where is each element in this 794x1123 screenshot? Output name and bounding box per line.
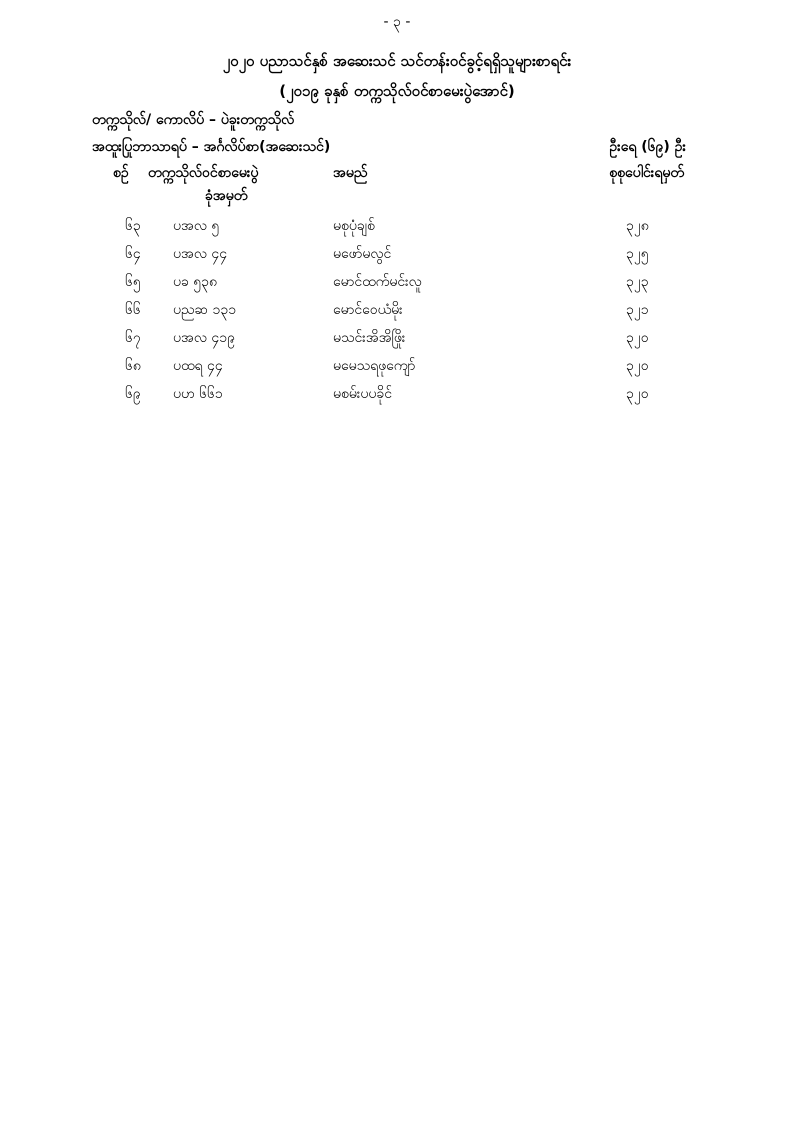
row-roll-number: ပအလ ၄၄ xyxy=(173,246,228,262)
row-marks: ၃၂၀ xyxy=(626,330,649,346)
table-row xyxy=(0,328,794,356)
document-title: ၂၀၂၀ ပညာသင်နှစ် အဆေးသင် သင်တန်းဝင်ခွင့်ရရှိသူများစာရင်း xyxy=(222,52,572,70)
header-no: စဉ် xyxy=(113,165,129,181)
document-subtitle: (၂၀၁၉ ခုနှစ် တက္ကသိုလ်ဝင်စာမေးပွဲအောင်) xyxy=(279,82,515,100)
row-no: ၆၈ xyxy=(125,358,141,374)
table-row xyxy=(0,384,794,412)
row-name: မောင်ဝေယံမိုး xyxy=(333,302,403,318)
row-name: မစမ်းပပခိုင် xyxy=(333,386,393,402)
university-line: တက္ကသိုလ်/ ကောလိပ် – ပဲခူးတက္ကသိုလ် xyxy=(92,112,295,128)
row-roll-number: ပအလ ၄၁၉ xyxy=(173,330,236,346)
row-no: ၆၇ xyxy=(125,330,141,346)
row-name: မစုပုံချစ် xyxy=(333,218,375,234)
header-total-marks: စုစုပေါင်းရမှတ် xyxy=(609,165,684,181)
student-count: ဦးရေ (၆၉) ဦး xyxy=(609,139,686,155)
major-line: အထူးပြုဘာသာရပ် – အင်္ဂလိပ်စာ(အဆေးသင်) xyxy=(92,139,331,155)
row-marks: ၃၂၅ xyxy=(626,246,649,262)
row-marks: ၃၂၀ xyxy=(626,358,649,374)
student-table xyxy=(0,216,794,412)
row-marks: ၃၂၁ xyxy=(626,302,649,318)
row-no: ၆၃ xyxy=(125,218,141,234)
row-no: ၆၉ xyxy=(125,386,141,402)
header-roll-number-line2: ခုံအမှတ် xyxy=(205,188,248,204)
row-name: မဖော်မလွင် xyxy=(333,246,392,262)
row-roll-number: ပခ ၅၃၈ xyxy=(173,274,218,290)
row-no: ၆၅ xyxy=(125,274,141,290)
row-roll-number: ပထရ ၄၄ xyxy=(173,358,223,374)
table-row xyxy=(0,272,794,300)
table-row xyxy=(0,216,794,244)
row-marks: ၃၂၈ xyxy=(626,218,649,234)
table-row xyxy=(0,244,794,272)
row-roll-number: ပဟ ၆၆၁ xyxy=(173,386,223,402)
row-name: မောင်ထက်မင်းလူ xyxy=(333,274,422,290)
row-name: မမေသရဖုကျော် xyxy=(333,358,416,374)
page-number: - ၃ - xyxy=(383,14,411,30)
row-marks: ၃၂၀ xyxy=(626,386,649,402)
row-no: ၆၆ xyxy=(125,302,141,318)
row-roll-number: ပအလ ၅ xyxy=(173,218,220,234)
row-roll-number: ပညဆ ၁၃၁ xyxy=(173,302,237,318)
header-roll-number: တက္ကသိုလ်ဝင်စာမေးပွဲ xyxy=(148,165,259,181)
row-marks: ၃၂၃ xyxy=(626,274,649,290)
table-row xyxy=(0,356,794,384)
row-no: ၆၄ xyxy=(125,246,141,262)
row-name: မသင်းအိအိဖြိုး xyxy=(333,330,406,346)
header-name: အမည် xyxy=(333,165,368,181)
table-row xyxy=(0,300,794,328)
